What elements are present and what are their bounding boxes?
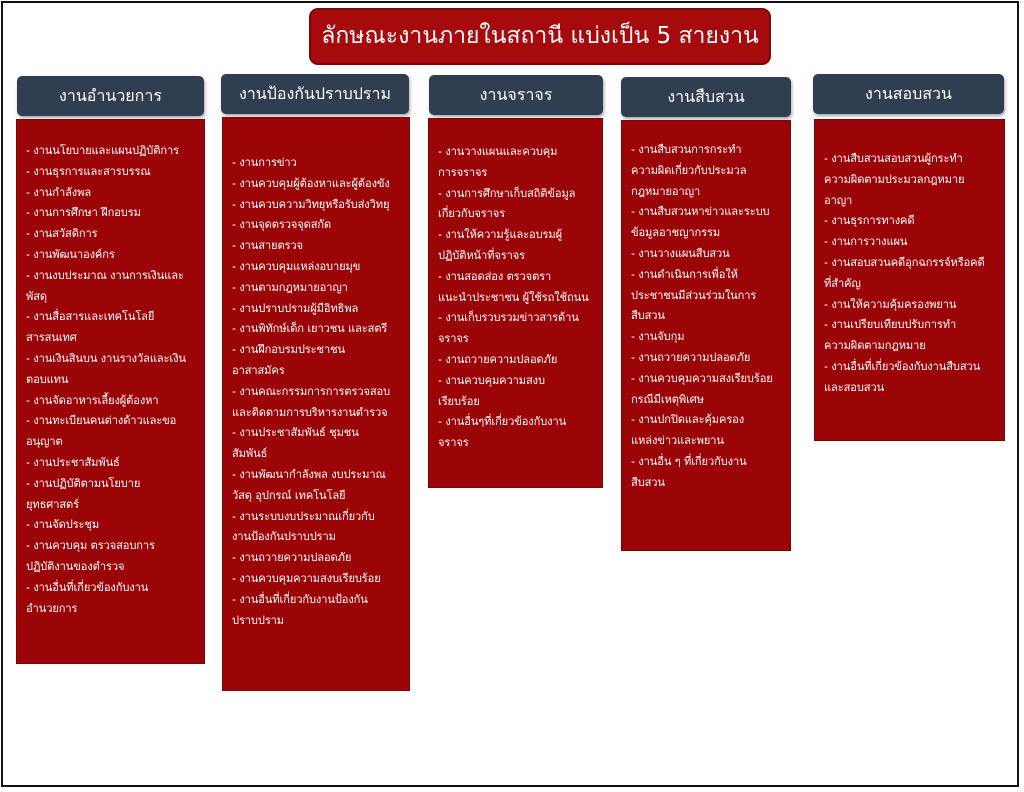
task-item: ที่สำคัญ (824, 276, 861, 290)
task-item: ยุทธศาสตร์ (26, 497, 79, 511)
task-item: - งานสอดส่อง ตรวจตรา (438, 269, 552, 283)
task-item: - งานสวัสดิการ (26, 227, 98, 241)
task-item: - งานเปรียบเทียบปรับการทำ (824, 318, 957, 332)
task-item: - งานวางแผนและควบคุม (438, 145, 558, 158)
task-item: - งานควบคุม ตรวจสอบการ (26, 539, 155, 553)
task-item: - งานธุรการทางคดี (824, 214, 915, 228)
task-item: - งานประชาสัมพันธ์ (26, 455, 120, 469)
task-item: - งานอื่น ๆ ที่เกี่ยวกับงาน (631, 454, 747, 468)
task-item: - งานประชาสัมพันธ์ ชุมชน (232, 426, 359, 440)
column-list-crime-prevention (222, 117, 410, 691)
task-item: - งานถวายความปลอดภัย (631, 350, 751, 364)
column-list-administration (16, 119, 205, 664)
task-item: วัสดุ อุปกรณ์ เทคโนโลยี (232, 488, 346, 502)
task-item: - งานสืบสวนหาข่าวและระบบ (631, 205, 770, 219)
task-item: จราจร (438, 436, 469, 450)
task-item: - งานพิทักษ์เด็ก เยาวชน และสตรี (232, 322, 388, 336)
task-item: ปฏิบัติหน้าที่จราจร (438, 248, 526, 262)
task-item: ความผิดเกี่ยวกับประมวล (631, 163, 747, 177)
task-item: อำนวยการ (26, 601, 78, 615)
task-item: - งานทะเบียนคนต่างด้าวและขอ (26, 414, 177, 428)
task-item: จราจร (438, 332, 469, 346)
task-item: สัมพันธ์ (232, 447, 268, 461)
task-item: - งานการศึกษาเก็บสถิติข้อมูล (438, 186, 576, 200)
task-item: - งานสืบสวนการกระทำ (631, 143, 742, 156)
task-list (232, 153, 403, 631)
task-item: - งานจุดตรวจจุดสกัด (232, 218, 332, 232)
task-item: - งานการข่าว (232, 156, 297, 169)
task-item: และติดตามการบริหารงานตำรวจ (232, 405, 388, 419)
task-item: - งานพัฒนากำลังพล งบประมาณ (232, 467, 386, 481)
task-item: - งานสืบสวนสอบสวนผู้กระทำ (824, 152, 963, 165)
task-item: - งานให้ความรู้และอบรมผู้ (438, 228, 563, 242)
task-item: - งานสายตรวจ (232, 239, 303, 253)
task-item: - งานปฏิบัติตามนโยบาย (26, 476, 141, 490)
task-item: อาสาสมัคร (232, 363, 285, 377)
column-header-administration: งานอำนวยการ (17, 76, 204, 116)
task-item: งานป้องกันปราบปราม (232, 530, 336, 544)
task-item: - งานควบคุมผู้ต้องหาและผู้ต้องขัง (232, 176, 390, 190)
task-item: - งานอื่นๆที่เกี่ยวข้องกับงาน (438, 415, 567, 429)
task-item: - งานควบคุมความสงเรียบร้อย (631, 371, 773, 385)
column-list-inquiry (814, 119, 1005, 441)
task-item: กรณีมีเหตุพิเศษ (631, 392, 704, 406)
task-item: ความผิดตามประมวลกฎหมาย (824, 172, 965, 186)
task-item: - งานเงินสินบน งานรางวัลและเงิน (26, 351, 186, 365)
task-item: - งานจัดอาหารเลี้ยงผู้ต้องหา (26, 393, 159, 407)
task-item: ปราบปราม (232, 613, 285, 627)
column-list-traffic (428, 118, 603, 488)
task-item: - งานนโยบายและแผนปฏิบัติการ (26, 144, 179, 157)
task-item: - งานสื่อสารและเทคโนโลยี (26, 310, 155, 324)
task-item: - งานจัดประชุม (26, 518, 100, 532)
task-item: - งานธุรการและสารบรรณ (26, 164, 151, 178)
task-item: - งานเก็บรวบรวมข่าวสารด้าน (438, 311, 579, 325)
task-item: แนะนำประชาชน ผู้ใช้รถใช้ถนน (438, 290, 589, 304)
task-item: ตอบแทน (26, 372, 69, 386)
task-item: ปฏิบัติงานของตำรวจ (26, 559, 125, 573)
task-list (824, 149, 998, 399)
task-item: อาญา (824, 193, 853, 207)
task-item: - งานพัฒนาองค์กร (26, 247, 115, 261)
task-item: - งานควบคุมความสงบเรียบร้อย (232, 571, 381, 585)
task-item: - งานการศึกษา ฝึกอบรม (26, 206, 141, 220)
task-item: พัสดุ (26, 289, 47, 303)
task-item: และสอบสวน (824, 380, 885, 394)
task-item: - งานควบคุมแหล่งอบายมุข (232, 259, 361, 273)
column-header-crime-prevention: งานป้องกันปราบปราม (221, 74, 409, 114)
task-item: - งานปราบปรามผู้มีอิทธิพล (232, 301, 359, 315)
task-item: - งานถวายความปลอดภัย (438, 352, 558, 366)
task-item: เกี่ยวกับจราจร (438, 207, 506, 221)
task-item: - งานอื่นที่เกี่ยวกับงานป้องกัน (232, 592, 368, 606)
task-item: สืบสวน (631, 309, 665, 323)
task-list (631, 140, 784, 494)
task-item: - งานสอบสวนคดีอุกฉกรรจ์หรือคดี (824, 255, 985, 269)
task-item: - งานตามกฎหมายอาญา (232, 280, 348, 294)
task-list (438, 142, 596, 454)
task-item: เรียบร้อย (438, 394, 480, 408)
column-header-investigation: งานสืบสวน (621, 77, 791, 117)
task-item: - งานวางแผนสืบสวน (631, 246, 730, 260)
task-item: - งานปกปิดและคุ้มครอง (631, 413, 745, 427)
task-list (26, 141, 198, 619)
task-item: - งานให้ความคุ้มครองพยาน (824, 297, 957, 311)
column-header-inquiry: งานสอบสวน (813, 74, 1004, 114)
task-item: - งานการวางแผน (824, 235, 908, 249)
task-item: ความผิดตามกฎหมาย (824, 339, 926, 353)
page-title: ลักษณะงานภายในสถานี แบ่งเป็น 5 สายงาน (309, 8, 771, 65)
task-item: - งานอื่นที่เกี่ยวข้องกับงาน (26, 580, 149, 594)
task-item: ประชาชนมีส่วนร่วมในการ (631, 288, 757, 302)
task-item: - งานดำเนินการเพื่อให้ (631, 267, 738, 281)
task-item: - งานควบคุมความสงบ (438, 373, 545, 387)
task-item: - งานจับกุม (631, 330, 685, 344)
task-item: ข้อมูลอาชญากรรม (631, 226, 721, 240)
column-header-traffic: งานจราจร (429, 75, 603, 115)
task-item: - งานถวายความปลอดภัย (232, 551, 352, 565)
task-item: สืบสวน (631, 475, 665, 489)
column-list-investigation (621, 120, 791, 551)
task-item: แหล่งข่าวและพยาน (631, 434, 724, 448)
task-item: กฎหมายอาญา (631, 184, 701, 198)
task-item: - งานกำลังพล (26, 185, 92, 199)
task-item: - งานอื่นที่เกี่ยวข้องกับงานสืบสวน (824, 359, 981, 373)
task-item: - งานฝึกอบรมประชาชน (232, 343, 345, 357)
task-item: - งานระบบงบประมาณเกี่ยวกับ (232, 509, 375, 523)
task-item: - งานคณะกรรมการการตรวจสอบ (232, 384, 391, 398)
task-item: - งานงบประมาณ งานการเงินและ (26, 268, 184, 282)
task-item: การจราจร (438, 165, 488, 179)
task-item: สารสนเทศ (26, 331, 77, 345)
task-item: - งานควบความวิทยุหรือรับส่งวิทยุ (232, 197, 390, 211)
task-item: อนุญาต (26, 435, 63, 449)
